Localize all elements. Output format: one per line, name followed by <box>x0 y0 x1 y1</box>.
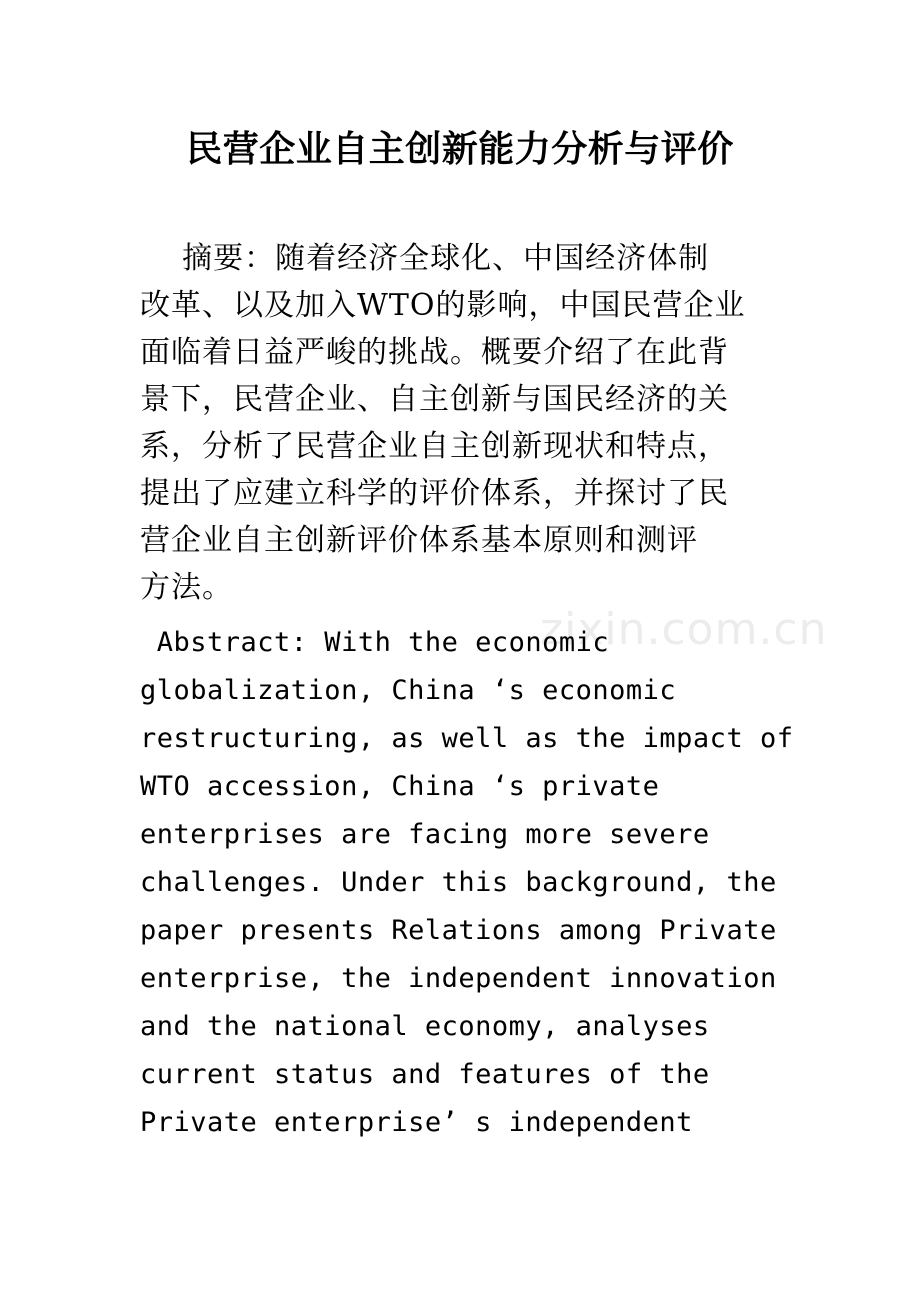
abstract-cn-line: 摘要：随着经济全球化、中国经济体制 <box>140 241 710 276</box>
abstract-cn-line: 提出了应建立科学的评价体系，并探讨了民 <box>140 476 729 511</box>
abstract-en-line: Private enterprise’ s independent <box>140 1107 693 1138</box>
abstract-cn-line: 系，分析了民营企业自主创新现状和特点， <box>140 429 729 464</box>
abstract-en-line: and the national economy, analyses <box>140 1011 710 1042</box>
abstract-en-line: restructuring, as well as the impact of <box>140 723 794 754</box>
abstract-en-line: challenges. Under this background, the <box>140 867 777 898</box>
abstract-cn-line: 改革、以及加入WTO的影响，中国民营企业 <box>140 288 746 323</box>
abstract-en-line: enterprises are facing more severe <box>140 819 710 850</box>
watermark: zixin.com.cn <box>540 604 828 655</box>
abstract-cn-line: 面临着日益严峻的挑战。概要介绍了在此背 <box>140 335 729 370</box>
abstract-cn-line: 营企业自主创新评价体系基本原则和测评 <box>140 523 698 558</box>
abstract-en-line: current status and features of the <box>140 1059 710 1090</box>
abstract-en-line: Abstract: With the economic <box>140 627 610 658</box>
abstract-cn-line: 方法。 <box>140 570 233 605</box>
abstract-en-line: globalization, China ‘s economic <box>140 675 677 706</box>
abstract-en-line: WTO accession, China ‘s private <box>140 771 660 802</box>
abstract-en-line: paper presents Relations among Private <box>140 915 777 946</box>
abstract-cn-line: 景下，民营企业、自主创新与国民经济的关 <box>140 382 729 417</box>
abstract-en-line: enterprise, the independent innovation <box>140 963 777 994</box>
document-title: 民营企业自主创新能力分析与评价 <box>186 129 734 170</box>
